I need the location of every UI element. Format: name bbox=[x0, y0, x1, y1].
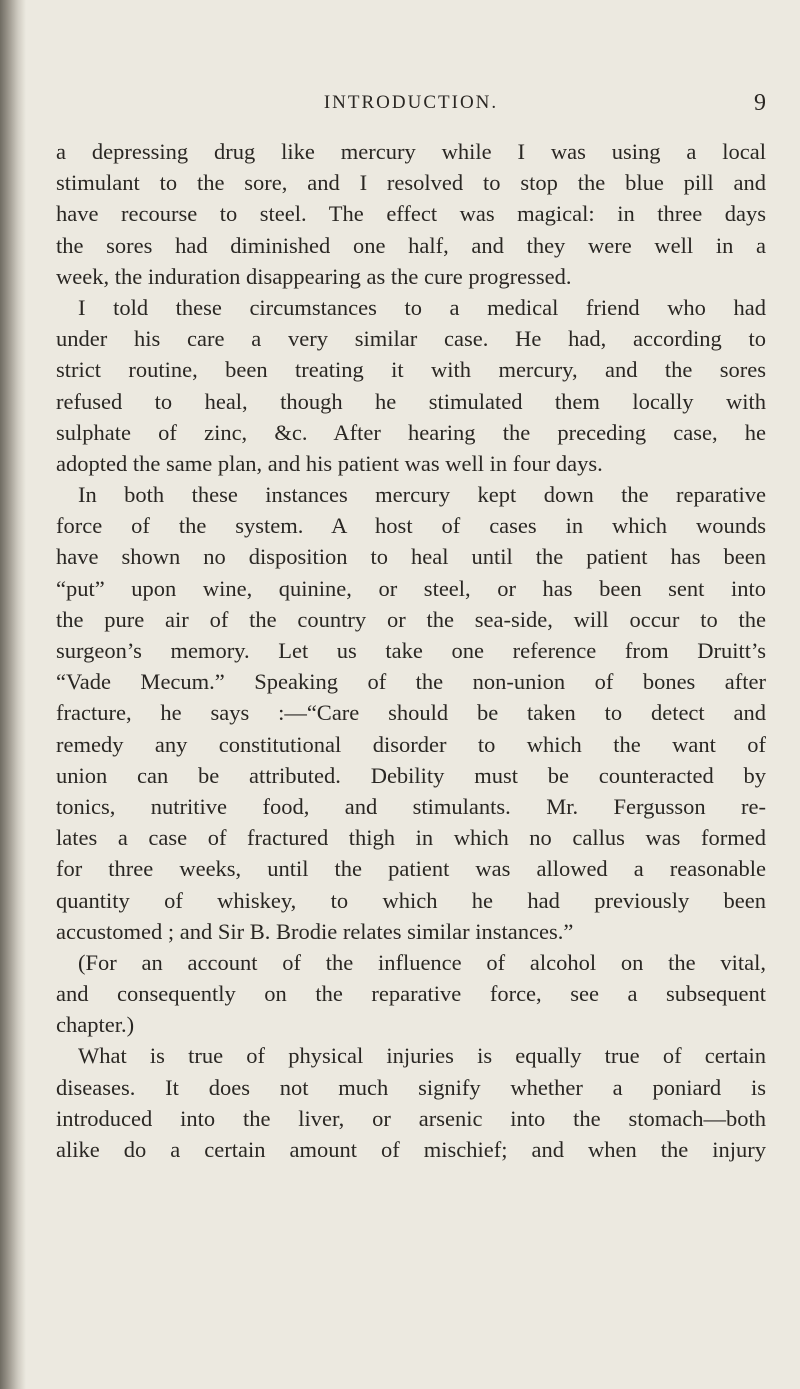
text-line: surgeon’s memory. Let us take one reference from Druitt’s bbox=[56, 638, 766, 663]
text-line: a depressing drug like mercury while I was using a local bbox=[56, 139, 766, 164]
binding-shadow bbox=[0, 0, 26, 1389]
text-line: sulphate of zinc, &c. After hearing the preceding case, he bbox=[56, 419, 766, 445]
text-line: the pure air of the country or the sea-side, will occur to the bbox=[56, 606, 766, 632]
text-line: tonics, nutritive food, and stimulants. Mr. Fergusson re- bbox=[56, 793, 766, 819]
text-line: lates a case of fractured thigh in which no callus was formed bbox=[56, 825, 766, 851]
running-head bbox=[56, 86, 766, 120]
text-line: have shown no disposition to heal until the patient has been bbox=[56, 544, 766, 570]
text-line: quantity of whiskey, to which he had previously been bbox=[56, 887, 766, 913]
text-line: for three weeks, until the patient was allowed a reasonable bbox=[56, 856, 766, 882]
text-line: alike do a certain amount of mischief; and when the injury bbox=[56, 1137, 766, 1162]
text-line: (For an account of the influence of alcohol on the vital, bbox=[78, 949, 766, 975]
text-line: the sores had diminished one half, and they were well in a bbox=[56, 232, 766, 258]
text-line: chapter.) bbox=[56, 1012, 135, 1038]
text-line: have recourse to steel. The effect was magical: in three days bbox=[56, 201, 766, 227]
text-line: strict routine, been treating it with mercury, and the sores bbox=[56, 357, 766, 383]
page-number: 9 bbox=[754, 90, 766, 116]
text-line: stimulant to the sore, and I resolved to stop the blue pill and bbox=[56, 170, 766, 196]
text-line: “put” upon wine, quinine, or steel, or has been sent into bbox=[56, 575, 766, 601]
text-line: fracture, he says :—“Care should be taken to detect and bbox=[56, 700, 766, 726]
text-line: accustomed ; and Sir B. Brodie relates similar instances.” bbox=[56, 918, 574, 944]
text-line: refused to heal, though he stimulated them locally with bbox=[56, 388, 766, 414]
text-line: week, the induration disappearing as the cure progressed. bbox=[56, 263, 572, 289]
text-line: What is true of physical injuries is equally true of certain bbox=[78, 1043, 766, 1069]
text-line: In both these instances mercury kept down the reparative bbox=[78, 482, 766, 508]
text-line: force of the system. A host of cases in which wounds bbox=[56, 513, 766, 539]
text-line: diseases. It does not much signify whether a poniard is bbox=[56, 1074, 766, 1100]
text-line: I told these circumstances to a medical friend who had bbox=[78, 294, 766, 320]
text-line: under his care a very similar case. He had, according to bbox=[56, 326, 766, 352]
text-line: introduced into the liver, or arsenic into the stomach—both bbox=[56, 1105, 766, 1131]
body-text bbox=[56, 136, 766, 1165]
text-line: and consequently on the reparative force, see a subsequent bbox=[56, 981, 766, 1007]
running-title: INTRODUCTION. bbox=[323, 92, 499, 113]
text-line: “Vade Mecum.” Speaking of the non-union of bones after bbox=[56, 669, 766, 695]
text-line: union can be attributed. Debility must be counteracted by bbox=[56, 762, 766, 788]
text-line: remedy any constitutional disorder to which the want of bbox=[56, 731, 766, 757]
text-line: adopted the same plan, and his patient was well in four days. bbox=[56, 450, 603, 476]
